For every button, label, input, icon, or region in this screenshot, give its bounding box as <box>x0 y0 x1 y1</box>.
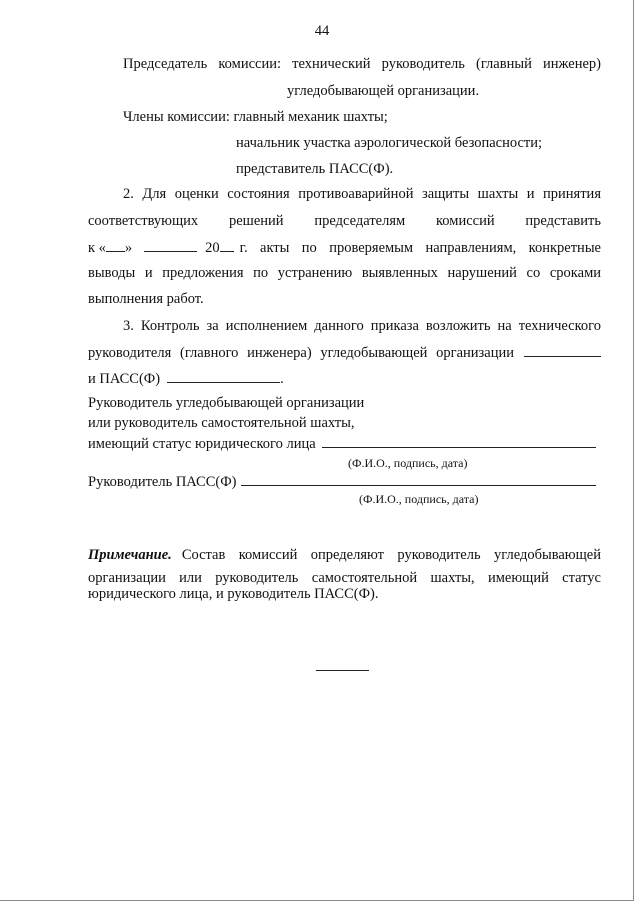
signature-line-1: Руководитель угледобывающей организации <box>88 395 365 411</box>
note-line-3: юридического лица, и руководитель ПАСС(Ф). <box>88 586 379 602</box>
item2-word: комиссий <box>435 213 495 229</box>
date-day-blank <box>106 238 125 252</box>
chairman-line-2: угледобывающей организации. <box>287 83 480 99</box>
item3-line-3-text: и ПАСС(Ф) <box>88 371 161 387</box>
member-3: представитель ПАСС(Ф). <box>236 161 394 177</box>
date-day-close: » <box>124 240 133 256</box>
pass-head-label: Руководитель ПАСС(Ф) <box>88 474 237 490</box>
item2-word: председателям <box>314 213 406 229</box>
date-day-open: к « <box>88 240 106 256</box>
item3-line-1: 3. Контроль за исполнением данного приказа возложить на технического <box>123 318 601 334</box>
date-year-blank <box>220 238 234 252</box>
control-blank-2 <box>167 369 280 383</box>
item2-word: представить <box>525 213 601 229</box>
chairman-line-1: Председатель комиссии: технический руководитель (главный инженер) <box>123 56 601 72</box>
head-signature-blank <box>322 434 596 448</box>
item3-line-2-text: руководителя (главного инженера) угледобывающей организации <box>88 345 514 361</box>
head-signature-caption: (Ф.И.О., подпись, дата) <box>348 456 468 470</box>
note-line-1 <box>88 546 601 564</box>
item2-line-5: выполнения работ. <box>88 291 204 307</box>
item2-line-1: 2. Для оценки состояния противоаварийной защиты шахты и принятия <box>123 186 601 202</box>
item2-word: соответствующих <box>88 213 199 229</box>
members-label: Члены комиссии: главный механик шахты; <box>123 109 388 125</box>
note-line-1-rest: Состав комиссий определяют руководитель угледобывающей <box>181 547 601 563</box>
item3-line-3 <box>88 369 284 388</box>
item3-end-period: . <box>280 371 284 387</box>
note-label: Примечание. <box>88 547 172 563</box>
pass-signature-blank <box>241 472 596 486</box>
note-line-2: организации или руководитель самостоятельной шахты, имеющий статус <box>88 570 601 586</box>
item2-line-3-rest: г. акты по проверяемым направлениям, конкретные <box>239 240 601 256</box>
pass-signature-line <box>88 472 596 491</box>
signature-line-3 <box>88 434 596 453</box>
item2-line-4: выводы и предложения по устранению выявленных нарушений со сроками <box>88 265 601 281</box>
page-number: 44 <box>314 23 330 39</box>
date-year: 20 <box>205 240 220 256</box>
date-month-blank <box>144 238 197 252</box>
signature-line-2: или руководитель самостоятельной шахты, <box>88 415 355 431</box>
item3-line-2 <box>88 343 601 362</box>
pass-signature-caption: (Ф.И.О., подпись, дата) <box>359 492 479 506</box>
item2-line-2 <box>88 212 601 230</box>
item2-line-3 <box>88 238 601 257</box>
member-2: начальник участка аэрологической безопасности; <box>236 135 543 151</box>
signature-line-3-text: имеющий статус юридического лица <box>88 436 316 452</box>
closing-rule <box>316 670 369 671</box>
control-blank-1 <box>524 343 601 357</box>
item2-word: решений <box>229 213 284 229</box>
